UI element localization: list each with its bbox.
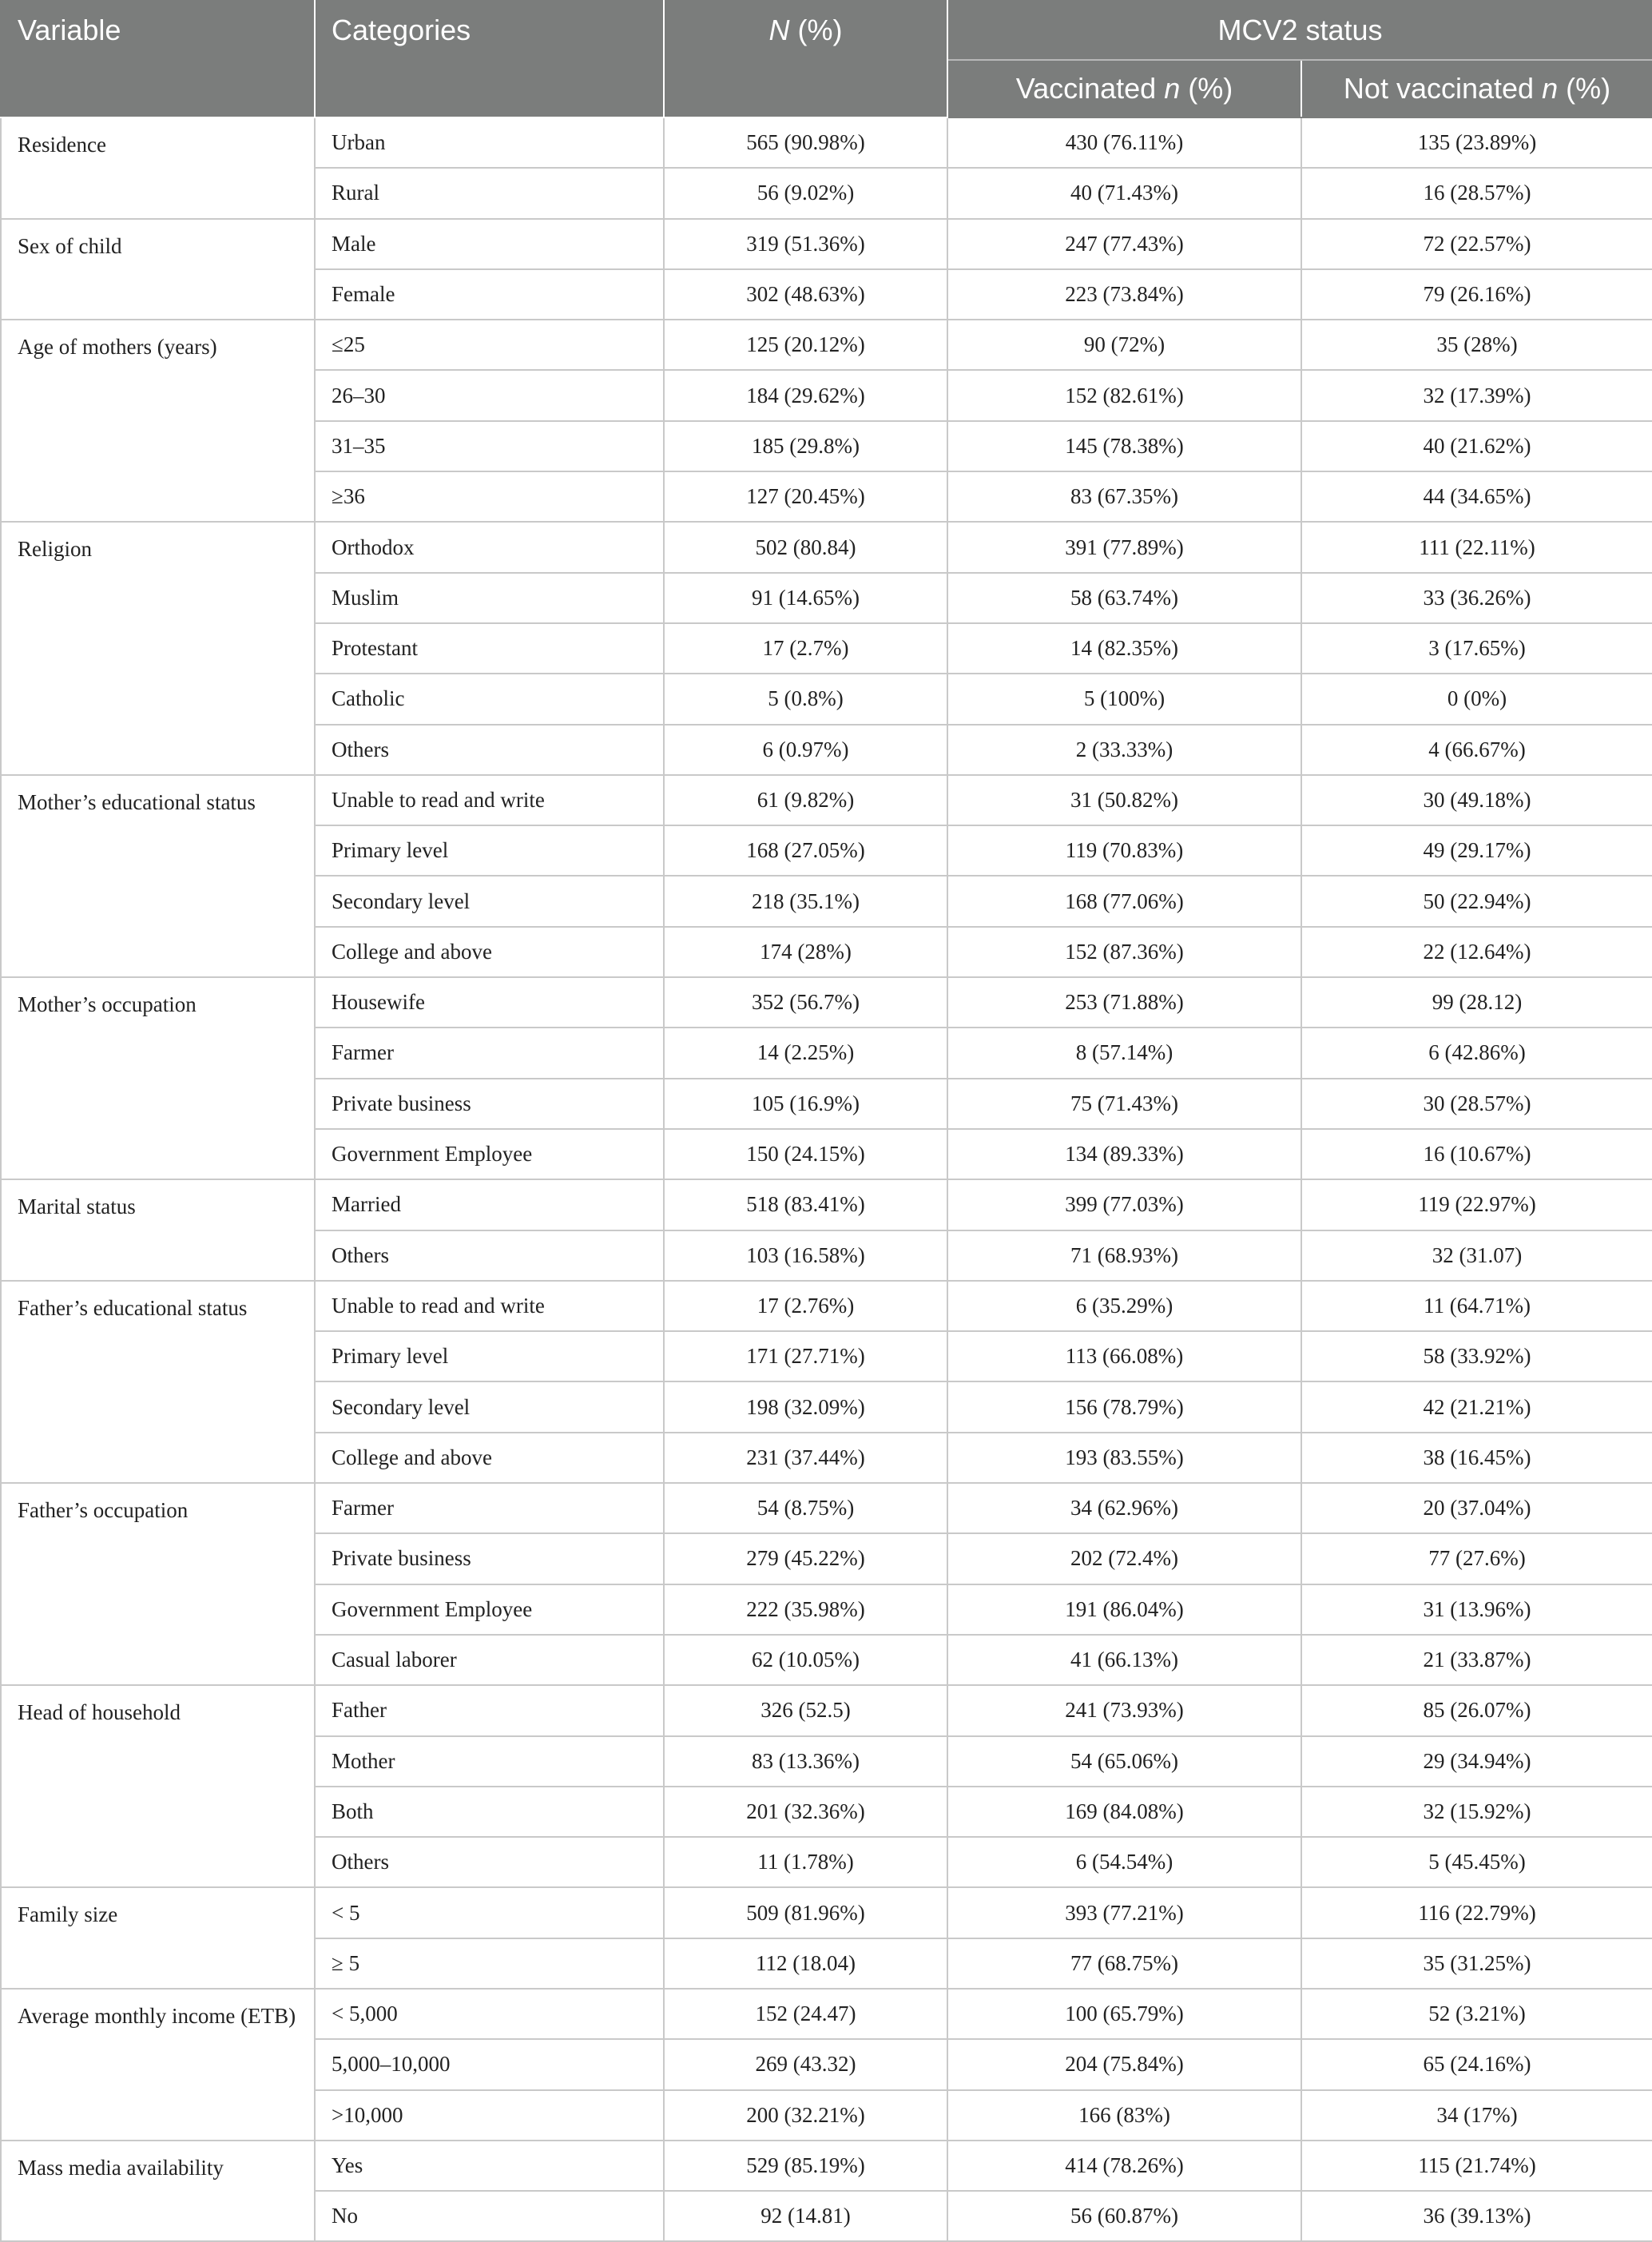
variable-cell: Average monthly income (ETB) xyxy=(1,1989,315,2141)
category-cell: Government Employee xyxy=(315,1129,664,1179)
vaccinated-cell: 204 (75.84%) xyxy=(947,2039,1301,2089)
n-percent-cell: 17 (2.76%) xyxy=(664,1281,947,1331)
n-percent-cell: 105 (16.9%) xyxy=(664,1079,947,1129)
category-cell: 5,000–10,000 xyxy=(315,2039,664,2089)
not-vaccinated-cell: 33 (36.26%) xyxy=(1301,573,1652,623)
header-vaccinated-label: Vaccinated xyxy=(1015,72,1165,105)
table-row xyxy=(1,1483,1652,1533)
vaccinated-cell: 71 (68.93%) xyxy=(947,1230,1301,1281)
n-percent-cell: 279 (45.22%) xyxy=(664,1533,947,1584)
vaccinated-cell: 77 (68.75%) xyxy=(947,1938,1301,1989)
header-vaccinated xyxy=(947,60,1301,117)
variable-cell: Mass media availability xyxy=(1,2141,315,2242)
not-vaccinated-cell: 35 (28%) xyxy=(1301,320,1652,370)
variable-cell: Head of household xyxy=(1,1685,315,1887)
category-cell: Urban xyxy=(315,117,664,168)
category-cell: College and above xyxy=(315,927,664,977)
header-vaccinated-suffix: (%) xyxy=(1180,72,1233,105)
not-vaccinated-cell: 38 (16.45%) xyxy=(1301,1433,1652,1483)
n-percent-cell: 150 (24.15%) xyxy=(664,1129,947,1179)
not-vaccinated-cell: 77 (27.6%) xyxy=(1301,1533,1652,1584)
vaccinated-cell: 247 (77.43%) xyxy=(947,219,1301,269)
n-percent-cell: 61 (9.82%) xyxy=(664,775,947,825)
category-cell: Primary level xyxy=(315,1331,664,1381)
not-vaccinated-cell: 35 (31.25%) xyxy=(1301,1938,1652,1989)
vaccinated-cell: 75 (71.43%) xyxy=(947,1079,1301,1129)
vaccinated-cell: 5 (100%) xyxy=(947,674,1301,724)
vaccinated-cell: 399 (77.03%) xyxy=(947,1179,1301,1230)
n-percent-cell: 5 (0.8%) xyxy=(664,674,947,724)
not-vaccinated-cell: 0 (0%) xyxy=(1301,674,1652,724)
n-percent-cell: 185 (29.8%) xyxy=(664,421,947,471)
not-vaccinated-cell: 65 (24.16%) xyxy=(1301,2039,1652,2089)
n-percent-cell: 231 (37.44%) xyxy=(664,1433,947,1483)
n-percent-cell: 302 (48.63%) xyxy=(664,269,947,320)
vaccinated-cell: 14 (82.35%) xyxy=(947,623,1301,674)
vaccinated-cell: 54 (65.06%) xyxy=(947,1736,1301,1787)
category-cell: Secondary level xyxy=(315,876,664,926)
category-cell: Mother xyxy=(315,1736,664,1787)
category-cell: Rural xyxy=(315,168,664,218)
vaccinated-cell: 193 (83.55%) xyxy=(947,1433,1301,1483)
table-row xyxy=(1,2141,1652,2191)
not-vaccinated-cell: 4 (66.67%) xyxy=(1301,725,1652,775)
category-cell: Others xyxy=(315,1230,664,1281)
vaccinated-cell: 169 (84.08%) xyxy=(947,1787,1301,1837)
table-body xyxy=(1,117,1652,2241)
n-percent-cell: 11 (1.78%) xyxy=(664,1837,947,1887)
vaccinated-cell: 145 (78.38%) xyxy=(947,421,1301,471)
table-row xyxy=(1,1989,1652,2039)
category-cell: College and above xyxy=(315,1433,664,1483)
vaccinated-cell: 8 (57.14%) xyxy=(947,1028,1301,1078)
vaccinated-cell: 152 (82.61%) xyxy=(947,370,1301,420)
n-percent-cell: 200 (32.21%) xyxy=(664,2090,947,2141)
not-vaccinated-cell: 29 (34.94%) xyxy=(1301,1736,1652,1787)
category-cell: Protestant xyxy=(315,623,664,674)
n-percent-cell: 269 (43.32) xyxy=(664,2039,947,2089)
category-cell: Unable to read and write xyxy=(315,1281,664,1331)
category-cell: Casual laborer xyxy=(315,1635,664,1685)
not-vaccinated-cell: 16 (28.57%) xyxy=(1301,168,1652,218)
vaccinated-cell: 58 (63.74%) xyxy=(947,573,1301,623)
not-vaccinated-cell: 32 (17.39%) xyxy=(1301,370,1652,420)
category-cell: Muslim xyxy=(315,573,664,623)
category-cell: ≥36 xyxy=(315,471,664,522)
vaccinated-cell: 31 (50.82%) xyxy=(947,775,1301,825)
table-row xyxy=(1,522,1652,572)
vaccinated-cell: 2 (33.33%) xyxy=(947,725,1301,775)
n-percent-cell: 171 (27.71%) xyxy=(664,1331,947,1381)
n-percent-cell: 56 (9.02%) xyxy=(664,168,947,218)
header-n-percent xyxy=(664,1,947,117)
not-vaccinated-cell: 16 (10.67%) xyxy=(1301,1129,1652,1179)
n-percent-cell: 509 (81.96%) xyxy=(664,1887,947,1938)
vaccinated-cell: 393 (77.21%) xyxy=(947,1887,1301,1938)
not-vaccinated-cell: 32 (31.07) xyxy=(1301,1230,1652,1281)
variable-cell: Father’s occupation xyxy=(1,1483,315,1685)
header-row-top xyxy=(1,1,1652,60)
variable-cell: Marital status xyxy=(1,1179,315,1281)
vaccinated-cell: 100 (65.79%) xyxy=(947,1989,1301,2039)
category-cell: ≥ 5 xyxy=(315,1938,664,1989)
table-row xyxy=(1,320,1652,370)
variable-cell: Mother’s educational status xyxy=(1,775,315,977)
vaccinated-cell: 430 (76.11%) xyxy=(947,117,1301,168)
not-vaccinated-cell: 30 (49.18%) xyxy=(1301,775,1652,825)
not-vaccinated-cell: 31 (13.96%) xyxy=(1301,1584,1652,1635)
vaccinated-cell: 152 (87.36%) xyxy=(947,927,1301,977)
table-row xyxy=(1,219,1652,269)
n-percent-cell: 92 (14.81) xyxy=(664,2191,947,2241)
category-cell: Male xyxy=(315,219,664,269)
category-cell: Others xyxy=(315,1837,664,1887)
table-row xyxy=(1,977,1652,1028)
header-not-vaccinated-label: Not vaccinated xyxy=(1343,72,1543,105)
not-vaccinated-cell: 50 (22.94%) xyxy=(1301,876,1652,926)
n-percent-cell: 6 (0.97%) xyxy=(664,725,947,775)
category-cell: Yes xyxy=(315,2141,664,2191)
not-vaccinated-cell: 79 (26.16%) xyxy=(1301,269,1652,320)
n-percent-cell: 127 (20.45%) xyxy=(664,471,947,522)
not-vaccinated-cell: 21 (33.87%) xyxy=(1301,1635,1652,1685)
category-cell: Others xyxy=(315,725,664,775)
header-categories: Categories xyxy=(315,1,664,117)
variable-cell: Religion xyxy=(1,522,315,774)
not-vaccinated-cell: 30 (28.57%) xyxy=(1301,1079,1652,1129)
category-cell: No xyxy=(315,2191,664,2241)
n-percent-cell: 174 (28%) xyxy=(664,927,947,977)
not-vaccinated-cell: 119 (22.97%) xyxy=(1301,1179,1652,1230)
n-percent-cell: 502 (80.84) xyxy=(664,522,947,572)
n-percent-cell: 168 (27.05%) xyxy=(664,825,947,876)
variable-cell: Age of mothers (years) xyxy=(1,320,315,522)
n-percent-cell: 565 (90.98%) xyxy=(664,117,947,168)
variable-cell: Mother’s occupation xyxy=(1,977,315,1179)
n-percent-cell: 352 (56.7%) xyxy=(664,977,947,1028)
not-vaccinated-cell: 49 (29.17%) xyxy=(1301,825,1652,876)
vaccinated-cell: 40 (71.43%) xyxy=(947,168,1301,218)
category-cell: 26–30 xyxy=(315,370,664,420)
n-percent-cell: 152 (24.47) xyxy=(664,1989,947,2039)
n-percent-cell: 184 (29.62%) xyxy=(664,370,947,420)
category-cell: Unable to read and write xyxy=(315,775,664,825)
header-not-vaccinated xyxy=(1301,60,1652,117)
not-vaccinated-cell: 22 (12.64%) xyxy=(1301,927,1652,977)
vaccinated-cell: 191 (86.04%) xyxy=(947,1584,1301,1635)
category-cell: Primary level xyxy=(315,825,664,876)
table-row xyxy=(1,117,1652,168)
vaccinated-cell: 34 (62.96%) xyxy=(947,1483,1301,1533)
vaccinated-cell: 6 (54.54%) xyxy=(947,1837,1301,1887)
header-n-letter: N xyxy=(768,14,790,46)
n-percent-cell: 326 (52.5) xyxy=(664,1685,947,1735)
not-vaccinated-cell: 85 (26.07%) xyxy=(1301,1685,1652,1735)
category-cell: ≤25 xyxy=(315,320,664,370)
not-vaccinated-cell: 34 (17%) xyxy=(1301,2090,1652,2141)
not-vaccinated-cell: 135 (23.89%) xyxy=(1301,117,1652,168)
vaccinated-cell: 223 (73.84%) xyxy=(947,269,1301,320)
category-cell: Private business xyxy=(315,1533,664,1584)
n-percent-cell: 218 (35.1%) xyxy=(664,876,947,926)
table-row xyxy=(1,1281,1652,1331)
vaccinated-cell: 168 (77.06%) xyxy=(947,876,1301,926)
not-vaccinated-cell: 44 (34.65%) xyxy=(1301,471,1652,522)
not-vaccinated-cell: 42 (21.21%) xyxy=(1301,1381,1652,1432)
not-vaccinated-cell: 99 (28.12) xyxy=(1301,977,1652,1028)
category-cell: < 5,000 xyxy=(315,1989,664,2039)
not-vaccinated-cell: 115 (21.74%) xyxy=(1301,2141,1652,2191)
category-cell: Farmer xyxy=(315,1028,664,1078)
category-cell: Housewife xyxy=(315,977,664,1028)
category-cell: < 5 xyxy=(315,1887,664,1938)
not-vaccinated-cell: 20 (37.04%) xyxy=(1301,1483,1652,1533)
vaccinated-cell: 156 (78.79%) xyxy=(947,1381,1301,1432)
not-vaccinated-cell: 40 (21.62%) xyxy=(1301,421,1652,471)
n-percent-cell: 54 (8.75%) xyxy=(664,1483,947,1533)
n-percent-cell: 319 (51.36%) xyxy=(664,219,947,269)
not-vaccinated-cell: 72 (22.57%) xyxy=(1301,219,1652,269)
category-cell: Orthodox xyxy=(315,522,664,572)
not-vaccinated-cell: 58 (33.92%) xyxy=(1301,1331,1652,1381)
n-percent-cell: 518 (83.41%) xyxy=(664,1179,947,1230)
n-percent-cell: 112 (18.04) xyxy=(664,1938,947,1989)
vaccinated-cell: 202 (72.4%) xyxy=(947,1533,1301,1584)
not-vaccinated-cell: 6 (42.86%) xyxy=(1301,1028,1652,1078)
table-row xyxy=(1,1685,1652,1735)
header-vaccinated-n: n xyxy=(1164,72,1181,105)
n-percent-cell: 125 (20.12%) xyxy=(664,320,947,370)
vaccinated-cell: 41 (66.13%) xyxy=(947,1635,1301,1685)
not-vaccinated-cell: 36 (39.13%) xyxy=(1301,2191,1652,2241)
table-row xyxy=(1,1887,1652,1938)
variable-cell: Residence xyxy=(1,117,315,219)
variable-cell: Sex of child xyxy=(1,219,315,320)
n-percent-cell: 17 (2.7%) xyxy=(664,623,947,674)
header-variable: Variable xyxy=(1,1,315,117)
n-percent-cell: 198 (32.09%) xyxy=(664,1381,947,1432)
category-cell: 31–35 xyxy=(315,421,664,471)
category-cell: Government Employee xyxy=(315,1584,664,1635)
vaccinated-cell: 414 (78.26%) xyxy=(947,2141,1301,2191)
header-not-vaccinated-suffix: (%) xyxy=(1558,72,1611,105)
not-vaccinated-cell: 32 (15.92%) xyxy=(1301,1787,1652,1837)
header-not-vaccinated-n: n xyxy=(1542,72,1559,105)
variable-cell: Family size xyxy=(1,1887,315,1989)
n-percent-cell: 529 (85.19%) xyxy=(664,2141,947,2191)
vaccinated-cell: 113 (66.08%) xyxy=(947,1331,1301,1381)
variable-cell: Father’s educational status xyxy=(1,1281,315,1483)
category-cell: Both xyxy=(315,1787,664,1837)
category-cell: Married xyxy=(315,1179,664,1230)
not-vaccinated-cell: 5 (45.45%) xyxy=(1301,1837,1652,1887)
not-vaccinated-cell: 3 (17.65%) xyxy=(1301,623,1652,674)
vaccinated-cell: 119 (70.83%) xyxy=(947,825,1301,876)
n-percent-cell: 222 (35.98%) xyxy=(664,1584,947,1635)
category-cell: Female xyxy=(315,269,664,320)
n-percent-cell: 91 (14.65%) xyxy=(664,573,947,623)
vaccinated-cell: 253 (71.88%) xyxy=(947,977,1301,1028)
vaccinated-cell: 6 (35.29%) xyxy=(947,1281,1301,1331)
table-header xyxy=(1,1,1652,117)
header-mcv2-status: MCV2 status xyxy=(947,1,1652,60)
vaccinated-cell: 391 (77.89%) xyxy=(947,522,1301,572)
category-cell: Catholic xyxy=(315,674,664,724)
not-vaccinated-cell: 111 (22.11%) xyxy=(1301,522,1652,572)
vaccinated-cell: 83 (67.35%) xyxy=(947,471,1301,522)
n-percent-cell: 62 (10.05%) xyxy=(664,1635,947,1685)
category-cell: Private business xyxy=(315,1079,664,1129)
vaccinated-cell: 134 (89.33%) xyxy=(947,1129,1301,1179)
category-cell: Farmer xyxy=(315,1483,664,1533)
vaccinated-cell: 241 (73.93%) xyxy=(947,1685,1301,1735)
header-n-suffix: (%) xyxy=(789,14,843,46)
not-vaccinated-cell: 11 (64.71%) xyxy=(1301,1281,1652,1331)
vaccinated-cell: 56 (60.87%) xyxy=(947,2191,1301,2241)
not-vaccinated-cell: 116 (22.79%) xyxy=(1301,1887,1652,1938)
vaccinated-cell: 90 (72%) xyxy=(947,320,1301,370)
vaccinated-cell: 166 (83%) xyxy=(947,2090,1301,2141)
not-vaccinated-cell: 52 (3.21%) xyxy=(1301,1989,1652,2039)
n-percent-cell: 14 (2.25%) xyxy=(664,1028,947,1078)
category-cell: >10,000 xyxy=(315,2090,664,2141)
table-row xyxy=(1,775,1652,825)
n-percent-cell: 83 (13.36%) xyxy=(664,1736,947,1787)
category-cell: Father xyxy=(315,1685,664,1735)
category-cell: Secondary level xyxy=(315,1381,664,1432)
table-row xyxy=(1,1179,1652,1230)
n-percent-cell: 201 (32.36%) xyxy=(664,1787,947,1837)
n-percent-cell: 103 (16.58%) xyxy=(664,1230,947,1281)
